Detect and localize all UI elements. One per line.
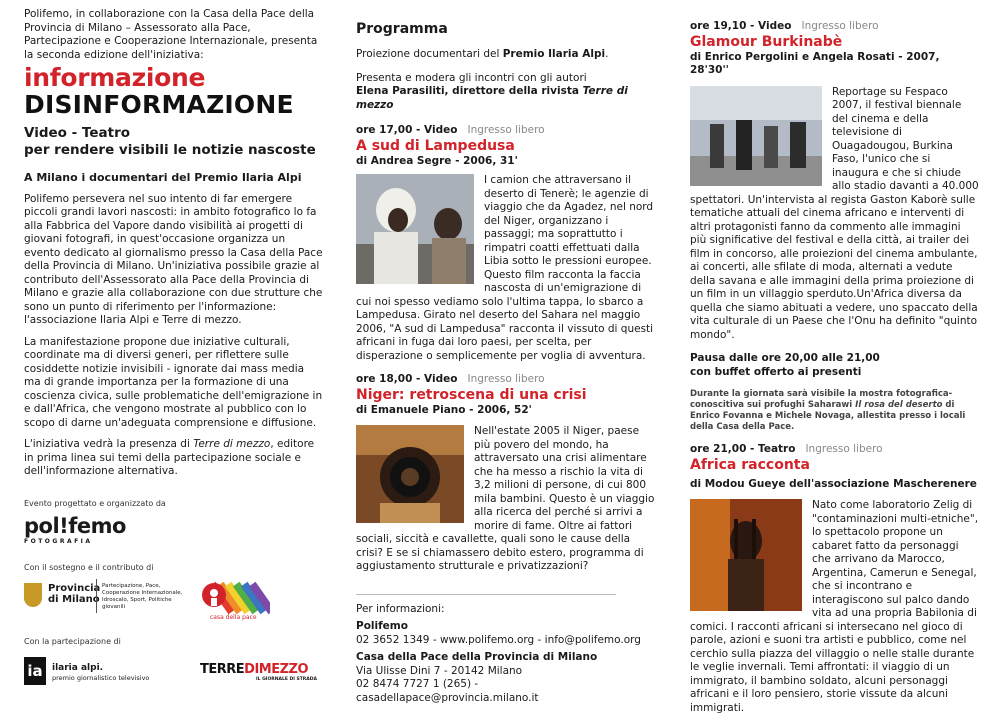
info-block: Per informazioni: Polifemo 02 3652 1349 - www.polifemo.org - info@polifemo.org Casa della Pace della Provincia di Milano Via Ulisse Dini 7 - 20142 Milano 02 8474 7727 1 (265) - casadellapace@provincia.milano.it [356, 603, 656, 706]
title-informazione: informazione [24, 63, 206, 92]
terre-di-mezzo-logo: TERREDIMEZZO IL GIORNALE DI STRADA [200, 661, 317, 682]
photo-lampedusa [356, 174, 474, 284]
credit-sostegno: Con il sostegno e il contributo di [24, 562, 154, 572]
provincia-description: Partecipazione, Pace, Cooperazione Internazionale, Idroscalo, Sport, Politiche giovanili [102, 582, 183, 610]
column-programma [356, 0, 656, 705]
info-contacts-casa: 02 8474 7727 1 (265) - casadellapace@provincia.milano.it [356, 678, 539, 704]
divider [96, 579, 97, 613]
credit-partecipazione: Con la partecipazione di [24, 636, 121, 646]
credit-organizzato: Evento progettato e organizzato da [24, 498, 166, 508]
ilaria-alpi-logo: ilaria alpi. premio giornalistico televisivo [52, 662, 150, 682]
partner-row [24, 655, 324, 695]
event-africa-racconta: ore 21,00 - Teatro Ingresso libero Africa racconta di Modou Gueye dell'associazione Mascherenere Nato come laboratorio Zelig di "contaminazioni multi-etniche", lo spettacolo propone un cabaret fatto da personaggi che arrivano da Marocco, Argentina, Camerun e Senegal, che si incontrano e interagiscono sul palco dando vita ad una propria Babilonia di comici. I racconti africani si intersecano nel gioco di parole, azioni e suoni tra artisti e pubblico, come nel cerchio sulla piazza del villaggio o nelle stalle durante le veglie invernali. Temi affrontati: il viaggio di un immigrato, il bambino soldato, alcuni personaggi africani e il loro pensiero, storie vissute da alcuni immigrati. [690, 443, 979, 714]
polifemo-logo: pol!femo FOTOGRAFIA [24, 513, 126, 545]
pause-line-2: con buffet offerto ai presenti [690, 365, 862, 378]
casa-della-pace-logo-icon [200, 573, 270, 625]
column-intro [24, 0, 324, 695]
column-programma-sera [690, 0, 980, 715]
ilaria-alpi-mark: ia [24, 657, 46, 685]
event-lampedusa: ore 17,00 - Video Ingresso libero A sud di Lampedusa di Andrea Segre - 2006, 31' I camion che attraversano il deserto di Tenerè; le agenzie di viaggio che da Agadez, nel nord del Niger, organizzano i passaggi; ma soprattutto i rimpatri coatti effettuati dalla Libia sotto le pressioni europee. Questo film racconta la faccia nascosta di un'emigrazione di cui noi spesso vediamo solo l'ultima tappa, lo sbarco a Lampedusa. Girato nel deserto del Sahara nel maggio 2006, "A sud di Lampedusa" racconta il vissuto di questi africani in fuga dai loro paesi, per scelta, per disperazione o semplicemente per voglia di avventura. [356, 124, 656, 363]
event-title-lampedusa: A sud di Lampedusa [356, 137, 515, 154]
para-terre: L'iniziativa vedrà la presenza di Terre di mezzo, editore in prima linea sui temi della partecipazione sociale e dell'informazione alternativa. [24, 438, 315, 477]
subtitle-video-teatro: Video - Teatro [24, 125, 131, 141]
mostra-note: Durante la giornata sarà visibile la mostra fotografica-conoscitiva sui profughi Saharawi Il rosa del deserto di Enrico Fovanna e Michele Novaga, allestita presso i locali della Casa della Pace. [690, 389, 966, 432]
para-polifemo: Polifemo persevera nel suo intento di far emergere piccoli grandi lavori nascosti: in ambito fotografico lo fa alla Fabbrica del Vapore dando visibilità ai progetti di giovani fotografi, in quest'occasione organizza un evento dedicato al giornalismo presso la Casa della Pace della Provincia di Milano. Un'iniziativa possibile grazie al contributo dell'Assessorato alla Pace della Provincia di Milano e grazie alla collaborazione con due strutture che sono un punto di riferimento per l'informazione: l'associazione Ilaria Alpi e Terre di mezzo. [24, 192, 323, 326]
provincia-crest-icon [24, 583, 42, 607]
intro-text: Polifemo, in collaborazione con la Casa della Pace della Provincia di Milano – Assessorato alla Pace, Partecipazione e Cooperazione Internazionale, presenta la seconda edizione dell'iniziativa: [24, 8, 318, 61]
info-divider [356, 594, 616, 595]
photo-niger [356, 425, 464, 523]
photo-glamour [690, 86, 822, 186]
para-manifestazione: La manifestazione propone due iniziative culturali, coordinate ma di diversi generi, per riflettere sulle cosiddette notizie invisibili - ignorate dai mass media ma di grande importanza per la formazione di una coscienza civica, sulle problematiche dell'emigrazione in e dall'Africa, che vengono mostrate al pubblico con lo scopo di darne un'adeguata comprensione e diffusione. [24, 335, 323, 429]
svg-text:casa della pace: casa della pace [210, 613, 257, 621]
pause-line-1: Pausa dalle ore 20,00 alle 21,00 [690, 352, 880, 364]
provincia-logo: Provincia di Milano [48, 582, 101, 605]
event-title-glamour: Glamour Burkinabè [690, 33, 843, 50]
event-title-niger: Niger: retroscena di una crisi [356, 386, 587, 403]
sponsor-row [24, 579, 324, 623]
moderator-line: Elena Parasiliti, direttore della rivista Terre di mezzo [356, 85, 628, 111]
title-disinformazione: DISINFORMAZIONE [24, 90, 294, 119]
subtitle-notizie: per rendere visibili le notizie nascoste [24, 142, 316, 158]
tagline: A Milano i documentari del Premio Ilaria Alpi [24, 171, 302, 184]
projection-line: Proiezione documentari del Premio Ilaria Alpi. [356, 48, 609, 60]
info-contacts-polifemo: 02 3652 1349 - www.polifemo.org - info@polifemo.org [356, 633, 641, 646]
event-niger: ore 18,00 - Video Ingresso libero Niger: retroscena di una crisi di Emanuele Piano - 2006, 52' Nell'estate 2005 il Niger, paese più povero del mondo, ha attraversato una crisi alimentare che ha messo a rischio la vita di 3,2 milioni di persone, di cui 800 mila bambini. Questo è un viaggio alla ricerca del perché si arrivi a morire di fame. Oltre ai fattori sociali, siccità e cavallette, quali sono le cause della crisi? E se si chiamassero debito estero, programma di aggiustamento strutturale e privatizzazioni? [356, 373, 655, 572]
moderation-line: Presenta e modera gli incontri con gli autori [356, 71, 587, 84]
event-glamour: ore 19,10 - Video Ingresso libero Glamour Burkinabè di Enrico Pergolini e Angela Rosati - 2007, 28'30'' Reportage su Fespaco 2007, il festival biennale del cinema e della televisione di Ouagadougou, Burkina Faso, l'unico che si inaugura e che si chiude allo stadio davanti a 40.000 spettatori. Un'intervista al regista Gaston Kaborè sulle tematiche attuali del cinema africano e interventi di altri protagonisti fanno da commento alle immagini più significative del festival e della città, ai trailer dei film in concorso, alle proiezioni del cinema ambulante, ai concerti, alle sfilate di moda, alternati a vedute della savana e alle immagini della prima proiezione di un film in un villaggio sperduto.Un'Africa diversa da quella che siamo abituati a vedere, uno spaccato della vita culturale di un Paese che l'Onu ha definito "quinto mondo". [690, 20, 979, 341]
program-title: Programma [356, 21, 448, 37]
photo-africa-racconta [690, 499, 802, 611]
event-title-africa: Africa racconta [690, 456, 810, 473]
